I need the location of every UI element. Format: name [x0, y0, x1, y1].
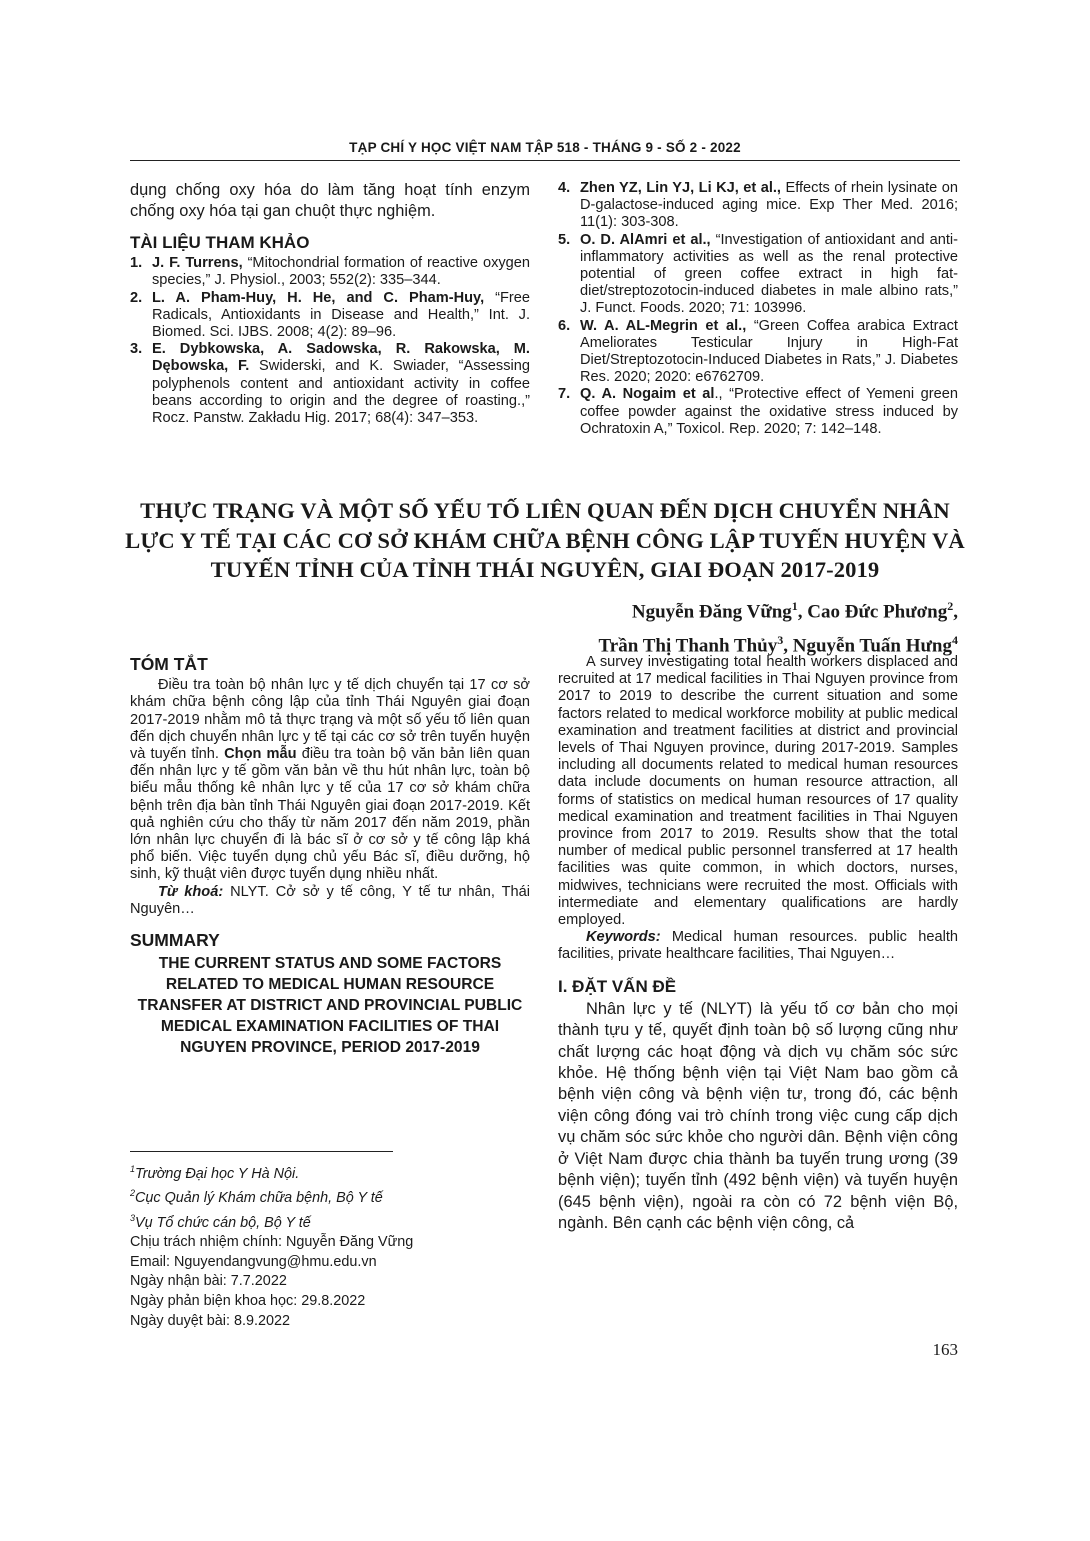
abstract-vi-bold-phrase: Chọn mẫu	[224, 746, 297, 763]
reference-item	[130, 341, 530, 427]
author-name: Trần Thị Thanh Thủy	[598, 635, 778, 657]
summary-text: A survey investigating total health workers displaced and recruited at 17 medical facilities in Thai Nguyen province from 2017 to 2019 to describe the current situation and some factors related to medical workforce mobility at public medical examination and treatment facilities at district and provincial levels of Thai Nguyen province, during 2017-2019. Samples including all documents related to medical human resources data include documents on human resource attraction, all forms of statistics on medical human resources of 17 quality medical examination and treatment facilities in Thai Nguyen province from 2017 to 2019. Results show that the total number of medical public personnel transferred at 17 health facilities was quite common, in which doctors, nurses, midwives, technicians were recruited the most. Officials with intermediate and elementary qualifications are hardly employed.	[558, 654, 958, 929]
abstract-vi-heading: TÓM TẮT	[130, 654, 208, 674]
article-authors	[450, 592, 958, 661]
reference-number: 6.	[558, 317, 571, 334]
reference-authors: W. A. AL-Megrin et al.,	[580, 317, 747, 334]
keywords-text: NLYT. Cở sở y tế công, Y tế tư nhân, Thái Nguyên…	[130, 883, 531, 917]
abstract-vi-text-part: Điều tra toàn bộ nhân lực y tế dịch chuyển tại 17 cơ sở khám chữa bệnh công lập của tỉnh Thái Nguyên giai đoạn 2017-2019 nhằm mô tả thực trạng và một số yếu tố liên quan đến dịch chuyển nhân lực y tế tại các cơ sở trên tuyến huyện và tuyến tỉnh.	[130, 677, 530, 763]
reference-authors: Zhen YZ, Lin YJ, Li KJ, et al.,	[580, 180, 781, 196]
reference-text	[152, 255, 530, 289]
affiliation-text: Cục Quản lý Khám chữa bệnh, Bộ Y tế	[135, 1190, 383, 1207]
reference-text	[580, 318, 958, 387]
reference-authors: Q. A. Nogaim et al	[580, 386, 715, 403]
keywords-label: Từ khoá:	[158, 883, 224, 900]
reference-item	[558, 232, 958, 318]
author-affiliation-mark: 2	[947, 599, 954, 613]
reference-body: Effects of rhein lysinate on D-galactose-induced aging mice. Exp Ther Med. 2016; 11(1): 303-308.	[580, 180, 958, 231]
author-separator: ,	[953, 601, 958, 623]
header-divider	[130, 160, 960, 161]
author-affiliation-mark: 3	[777, 633, 784, 648]
summary-keywords	[558, 929, 958, 963]
reference-text	[152, 290, 530, 342]
author-affiliation-mark: 4	[952, 633, 958, 648]
date-received: Ngày nhận bài: 7.7.2022	[130, 1273, 287, 1290]
date-accepted: Ngày duyệt bài: 8.9.2022	[130, 1312, 291, 1329]
keywords-text: Medical human resources. public health facilities, private healthcare facilities, Thai Nguyen…	[558, 929, 958, 963]
abstract-vi-keywords	[130, 884, 530, 918]
reference-authors: O. D. AlAmri et al.,	[580, 231, 711, 248]
reference-authors: E. Dybkowska, A. Sadowska, R. Rakowska, M. Dębowska, F.	[152, 341, 530, 375]
prev-article-left-column	[130, 180, 530, 427]
affiliation-text: Vụ Tổ chức cán bộ, Bộ Y tế	[135, 1214, 311, 1231]
author-name: Nguyễn Đăng Vững	[631, 601, 792, 623]
reference-body: “Green Coffea arabica Extract Ameliorates Testicular Injury in High-Fat Diet/Streptozotocin-Induced Diabetes in Rats,” J. Diabetes Res. 2020; 2020: e6762709.	[580, 317, 958, 386]
journal-header: TẠP CHÍ Y HỌC VIỆT NAM TẬP 518 - THÁNG 9 - SỐ 2 - 2022	[349, 140, 741, 155]
footnote-divider	[130, 1151, 393, 1152]
reference-number: 7.	[558, 386, 571, 403]
reference-number: 1.	[130, 255, 143, 272]
affiliation-mark: 3	[130, 1212, 136, 1223]
author-separator: ,	[797, 601, 808, 623]
affiliation-mark: 1	[130, 1164, 136, 1174]
keywords-label: Keywords:	[586, 929, 661, 946]
reference-item	[558, 180, 958, 232]
reference-item	[130, 255, 530, 289]
author-name: Nguyễn Tuấn Hưng	[792, 635, 952, 657]
summary-title: THE CURRENT STATUS AND SOME FACTORS RELATED TO MEDICAL HUMAN RESOURCE TRANSFER AT DISTRICT AND PROVINCIAL PUBLIC MEDICAL EXAMINATION FACILITIES OF THAI NGUYEN PROVINCE, PERIOD 2017-2019	[137, 955, 523, 1057]
reference-authors: L. A. Pham-Huy, H. He, and C. Pham-Huy,	[152, 289, 485, 306]
reference-text	[580, 180, 958, 232]
date-reviewed: Ngày phản biện khoa học: 29.8.2022	[130, 1292, 366, 1309]
prev-article-right-column	[558, 180, 958, 438]
reference-number: 3.	[130, 341, 143, 358]
reference-body: “Investigation of antioxidant and anti-inflammatory activities as well as the renal protective potential of green coffee extract in high fat-diet/streptozotocin-induced diabetes in male albino rats,” J. Funct. Foods. 2020; 71: 103996.	[580, 231, 958, 317]
reference-body: “Free Radicals, Antioxidants in Disease and Health,” Int. J. Biomed. Sci. IJBS. 2008; 4(2): 89–96.	[152, 289, 531, 341]
footnotes	[130, 1160, 530, 1331]
references-heading: TÀI LIỆU THAM KHẢO	[130, 233, 310, 252]
author-affiliation-mark: 1	[791, 599, 798, 613]
reference-authors: J. F. Turrens,	[152, 255, 243, 272]
reference-text	[580, 386, 958, 438]
reference-body: Swiderski, and K. Swiader, “Assessing polyphenols content and antioxidant activity in coffee beans according to origin and the degree of roasting.,” Rocz. Panstw. Zakładu Hig. 2017; 68(4): 347–353.	[152, 358, 530, 427]
affiliation-note	[130, 1184, 530, 1208]
abstract-vi-text-part: điều tra toàn bộ văn bản liên quan đến nhân lực y tế gồm văn bản về thu hút nhân lực, toàn bộ biểu mẫu thống kê nhân lực y tế của 17 cơ sở khám chữa bệnh trên địa bàn tỉnh Thái Nguyên giai đoạn 2017-2019. Kết quả nghiên cứu cho thấy từ năm 2017 đến năm 2019, phần lớn nhân lực chuyển đi là bác sĩ ở cơ sở y tế công lập khá phổ biến. Việc tuyển dụng chủ yếu Bác sĩ, điều dưỡng, hộ sinh, kỹ thuật viên được tuyển dụng nhiều nhất.	[130, 746, 530, 883]
affiliation-note	[130, 1209, 530, 1233]
abstract-vi-text	[130, 677, 530, 883]
article-title: THỰC TRẠNG VÀ MỘT SỐ YẾU TỐ LIÊN QUAN ĐẾN DỊCH CHUYỂN NHÂN LỰC Y TẾ TẠI CÁC CƠ SỞ KHÁM CHỮA BỆNH CÔNG LẬP TUYẾN HUYỆN VÀ TUYẾN TỈNH CỦA TỈNH THÁI NGUYÊN, GIAI ĐOẠN 2017-2019	[125, 498, 965, 582]
author-name: Cao Đức Phương	[807, 601, 948, 623]
intro-heading: I. ĐẶT VẤN ĐỀ	[558, 976, 677, 996]
page-number: 163	[932, 1340, 958, 1359]
reference-number: 5.	[558, 231, 571, 248]
reference-text	[152, 341, 530, 427]
intro-text: Nhân lực y tế (NLYT) là yếu tố cơ bản cho mọi thành tựu y tế, quyết định toàn bộ số lượng cũng như chất lượng các hoạt động và dịch vụ chăm sóc sức khỏe. Hệ thống bệnh viện tại Việt Nam bao gồm cả bệnh viện công và bệnh viện tư, trong đó, các bệnh viện công đóng vai trò chính trong việc cung cấp dịch vụ chăm sóc sức khỏe cho người dân. Bệnh viện công ở Việt Nam được chia thành ba tuyến trung ương (39 bệnh viện); tuyến tỉnh (492 bệnh viện) và tuyến huyện (645 bệnh viện), ngoài ra còn có 72 bệnh viện Bộ, ngành. Bên cạnh các bệnh viện công, cả	[558, 999, 958, 1232]
reference-body: “Mitochondrial formation of reactive oxygen species,” J. Physiol., 2003; 552(2): 335–344.	[152, 255, 531, 289]
reference-body: ., “Protective effect of Yemeni green coffee powder against the oxidative stress induced by Ochratoxin A,” Toxicol. Rep. 2020; 7: 142–148.	[580, 386, 958, 437]
reference-item	[130, 290, 530, 342]
reference-item	[558, 318, 958, 387]
affiliation-mark: 2	[130, 1188, 136, 1199]
corresponding-author: Chịu trách nhiệm chính: Nguyễn Đăng Vững	[130, 1234, 414, 1251]
reference-text	[580, 232, 958, 318]
reference-number: 2.	[130, 289, 143, 306]
abstract-right-column	[558, 654, 958, 1234]
reference-number: 4.	[558, 180, 571, 196]
affiliation-note	[130, 1160, 530, 1184]
author-separator: ,	[783, 635, 793, 657]
affiliation-text: Trường Đại học Y Hà Nội.	[135, 1165, 300, 1182]
prev-article-tail-text: dụng chống oxy hóa do làm tăng hoạt tính enzym chống oxy hóa tại gan chuột thực nghiệm.	[130, 181, 530, 220]
reference-item	[558, 386, 958, 438]
author-email: Email: Nguyendangvung@hmu.edu.vn	[130, 1253, 377, 1270]
abstract-left-column	[130, 656, 530, 1058]
summary-heading: SUMMARY	[130, 930, 220, 951]
